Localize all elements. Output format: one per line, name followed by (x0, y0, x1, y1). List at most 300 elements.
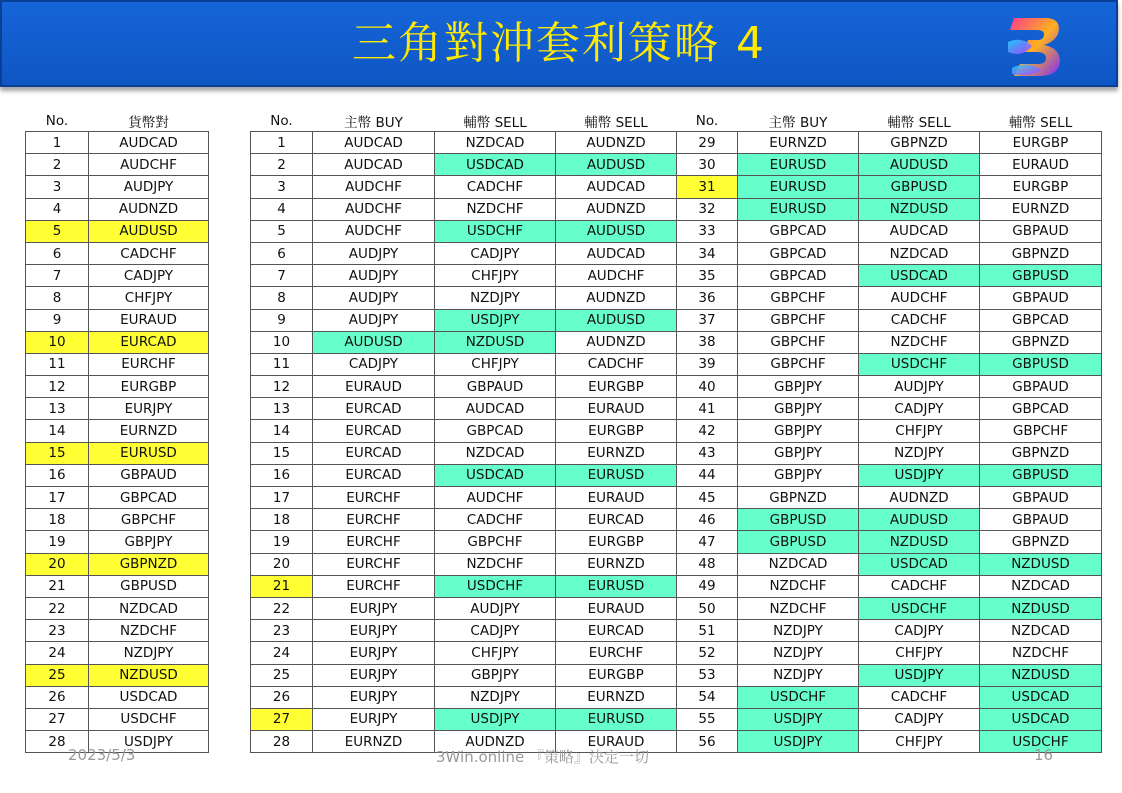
row-number-cell: 15 (251, 442, 313, 464)
row-number-cell: 42 (677, 420, 738, 442)
primary-buy-cell: EURCAD (313, 442, 435, 464)
table-row (26, 553, 209, 575)
row-number-cell: 53 (677, 664, 738, 686)
table-row (26, 176, 209, 198)
primary-buy-cell: GBPJPY (738, 376, 859, 398)
row-number-cell: 23 (251, 620, 313, 642)
primary-buy-cell: EURCHF (313, 487, 435, 509)
secondary-sell-cell: EURCHF (556, 642, 677, 664)
secondary-sell-cell: USDCAD (435, 464, 556, 486)
row-number-cell: 8 (251, 287, 313, 309)
secondary-sell-cell: EURCAD (556, 509, 677, 531)
table-row (26, 242, 209, 264)
row-number-cell: 21 (251, 575, 313, 597)
3win-logo-icon (1002, 12, 1068, 80)
row-number-cell: 43 (677, 442, 738, 464)
row-number-cell: 26 (251, 686, 313, 708)
row-number-cell: 2 (26, 154, 89, 176)
secondary-sell-cell: NZDCAD (435, 132, 556, 154)
secondary-sell-cell: CADJPY (435, 242, 556, 264)
table-row (26, 664, 209, 686)
row-number-cell: 56 (677, 731, 738, 753)
currency-pair-cell: GBPJPY (89, 531, 209, 553)
secondary-sell-cell: AUDNZD (556, 198, 677, 220)
table-row (251, 398, 1102, 420)
primary-buy-cell: EURCHF (313, 575, 435, 597)
secondary-sell-cell: NZDCAD (435, 442, 556, 464)
secondary-sell-cell: USDCAD (435, 154, 556, 176)
secondary-sell-cell: EURAUD (980, 154, 1102, 176)
title-banner (0, 0, 1118, 87)
secondary-sell-cell: NZDUSD (859, 198, 980, 220)
secondary-sell-cell: CHFJPY (859, 731, 980, 753)
row-number-cell: 25 (251, 664, 313, 686)
table-row (26, 420, 209, 442)
currency-pair-cell: EURJPY (89, 398, 209, 420)
table-row (26, 575, 209, 597)
secondary-sell-cell: GBPUSD (980, 265, 1102, 287)
secondary-sell-cell: GBPAUD (980, 287, 1102, 309)
table-row (26, 708, 209, 730)
secondary-sell-cell: CHFJPY (435, 353, 556, 375)
primary-buy-cell: AUDUSD (313, 331, 435, 353)
row-number-cell: 14 (26, 420, 89, 442)
secondary-sell-cell: GBPCAD (980, 398, 1102, 420)
secondary-sell-cell: EURGBP (980, 176, 1102, 198)
row-number-cell: 47 (677, 531, 738, 553)
primary-buy-cell: AUDCHF (313, 198, 435, 220)
secondary-sell-cell: EURUSD (556, 464, 677, 486)
secondary-sell-cell: AUDUSD (556, 309, 677, 331)
row-number-cell: 18 (26, 509, 89, 531)
row-number-cell: 6 (251, 242, 313, 264)
secondary-sell-cell: EURGBP (980, 132, 1102, 154)
row-number-cell: 50 (677, 597, 738, 619)
secondary-sell-cell: GBPNZD (980, 531, 1102, 553)
secondary-sell-cell: AUDCHF (435, 487, 556, 509)
table-row (26, 487, 209, 509)
secondary-sell-cell: AUDUSD (556, 154, 677, 176)
secondary-sell-cell: GBPUSD (980, 353, 1102, 375)
table-row (251, 642, 1102, 664)
secondary-sell-cell: EURAUD (556, 597, 677, 619)
primary-buy-cell: GBPJPY (738, 420, 859, 442)
row-number-cell: 38 (677, 331, 738, 353)
primary-buy-cell: GBPJPY (738, 464, 859, 486)
primary-buy-cell: EURCAD (313, 398, 435, 420)
table-row (251, 597, 1102, 619)
currency-pair-cell: AUDJPY (89, 176, 209, 198)
secondary-sell-cell: AUDNZD (556, 132, 677, 154)
secondary-sell-cell: USDJPY (859, 664, 980, 686)
primary-buy-cell: AUDCHF (313, 176, 435, 198)
table-header-row (26, 110, 209, 132)
currency-pair-cell: EURUSD (89, 442, 209, 464)
secondary-sell-cell: USDCHF (980, 731, 1102, 753)
secondary-sell-cell: GBPNZD (859, 132, 980, 154)
primary-buy-cell: AUDCAD (313, 132, 435, 154)
primary-buy-cell: EURJPY (313, 597, 435, 619)
secondary-sell-cell: CADJPY (859, 620, 980, 642)
row-number-cell: 3 (251, 176, 313, 198)
currency-pair-cell: GBPCAD (89, 487, 209, 509)
row-number-cell: 23 (26, 620, 89, 642)
secondary-sell-cell: NZDCHF (980, 642, 1102, 664)
table-row (251, 420, 1102, 442)
secondary-sell-cell: CADCHF (435, 509, 556, 531)
primary-buy-cell: AUDJPY (313, 242, 435, 264)
primary-buy-cell: EURNZD (313, 731, 435, 753)
secondary-sell-cell: NZDUSD (859, 531, 980, 553)
secondary-sell-cell: GBPNZD (980, 331, 1102, 353)
currency-pair-cell: AUDNZD (89, 198, 209, 220)
secondary-sell-cell: CADJPY (859, 398, 980, 420)
currency-pair-cell: NZDCHF (89, 620, 209, 642)
primary-buy-cell: NZDCHF (738, 575, 859, 597)
row-number-cell: 27 (251, 708, 313, 730)
secondary-sell-cell: GBPAUD (980, 220, 1102, 242)
primary-buy-cell: EURUSD (738, 176, 859, 198)
row-number-cell: 21 (26, 575, 89, 597)
primary-buy-cell: GBPCAD (738, 220, 859, 242)
row-number-cell: 40 (677, 376, 738, 398)
currency-pair-cell: NZDUSD (89, 664, 209, 686)
column-header: 輔幣 SELL (584, 114, 648, 131)
row-number-cell: 4 (26, 198, 89, 220)
column-header: No. (45, 112, 69, 129)
row-number-cell: 49 (677, 575, 738, 597)
row-number-cell: 28 (26, 731, 89, 753)
secondary-sell-cell: USDCHF (435, 220, 556, 242)
secondary-sell-cell: GBPUSD (980, 464, 1102, 486)
primary-buy-cell: GBPNZD (738, 487, 859, 509)
secondary-sell-cell: GBPAUD (980, 487, 1102, 509)
secondary-sell-cell: AUDJPY (435, 597, 556, 619)
footer-date: 2023/5/3 (68, 746, 136, 764)
table-row (251, 353, 1102, 375)
row-number-cell: 4 (251, 198, 313, 220)
secondary-sell-cell: EURUSD (556, 575, 677, 597)
table-row (26, 287, 209, 309)
secondary-sell-cell: EURCAD (556, 620, 677, 642)
column-header: 主幣 BUY (344, 114, 403, 131)
primary-buy-cell: AUDCAD (313, 154, 435, 176)
column-header: 主幣 BUY (768, 114, 828, 131)
secondary-sell-cell: CADCHF (859, 309, 980, 331)
secondary-sell-cell: CHFJPY (859, 642, 980, 664)
secondary-sell-cell: NZDUSD (980, 597, 1102, 619)
secondary-sell-cell: AUDNZD (556, 287, 677, 309)
table-row (26, 220, 209, 242)
table-row (251, 575, 1102, 597)
table-row (251, 154, 1102, 176)
table-row (26, 309, 209, 331)
primary-buy-cell: EURJPY (313, 642, 435, 664)
table-row (251, 487, 1102, 509)
currency-pair-cell: CADCHF (89, 242, 209, 264)
table-row (26, 642, 209, 664)
currency-pairs-table (25, 110, 209, 753)
secondary-sell-cell: CHFJPY (435, 642, 556, 664)
table-row (251, 376, 1102, 398)
primary-buy-cell: EURJPY (313, 664, 435, 686)
currency-pair-cell: USDCHF (89, 708, 209, 730)
row-number-cell: 19 (251, 531, 313, 553)
primary-buy-cell: EURJPY (313, 620, 435, 642)
table-row (26, 620, 209, 642)
table-row (26, 686, 209, 708)
currency-pair-cell: GBPNZD (89, 553, 209, 575)
row-number-cell: 13 (26, 398, 89, 420)
secondary-sell-cell: GBPAUD (980, 509, 1102, 531)
primary-buy-cell: AUDCHF (313, 220, 435, 242)
secondary-sell-cell: GBPNZD (980, 242, 1102, 264)
row-number-cell: 44 (677, 464, 738, 486)
row-number-cell: 55 (677, 708, 738, 730)
secondary-sell-cell: EURNZD (556, 686, 677, 708)
row-number-cell: 11 (26, 353, 89, 375)
row-number-cell: 24 (26, 642, 89, 664)
primary-buy-cell: GBPJPY (738, 442, 859, 464)
secondary-sell-cell: NZDUSD (980, 664, 1102, 686)
table-row (26, 265, 209, 287)
secondary-sell-cell: NZDJPY (859, 442, 980, 464)
secondary-sell-cell: NZDUSD (435, 331, 556, 353)
secondary-sell-cell: USDCAD (859, 265, 980, 287)
row-number-cell: 17 (26, 487, 89, 509)
secondary-sell-cell: CHFJPY (859, 420, 980, 442)
secondary-sell-cell: USDCHF (859, 353, 980, 375)
secondary-sell-cell: USDCAD (980, 686, 1102, 708)
primary-buy-cell: USDJPY (738, 708, 859, 730)
currency-pair-cell: NZDJPY (89, 642, 209, 664)
row-number-cell: 22 (251, 597, 313, 619)
primary-buy-cell: GBPUSD (738, 509, 859, 531)
secondary-sell-cell: CADCHF (859, 575, 980, 597)
triangular-arbitrage-table (250, 110, 1102, 753)
row-number-cell: 51 (677, 620, 738, 642)
row-number-cell: 26 (26, 686, 89, 708)
secondary-sell-cell: CHFJPY (435, 265, 556, 287)
table-row (251, 331, 1102, 353)
row-number-cell: 37 (677, 309, 738, 331)
primary-buy-cell: EURJPY (313, 708, 435, 730)
table-row (251, 553, 1102, 575)
table-row (251, 265, 1102, 287)
row-number-cell: 45 (677, 487, 738, 509)
primary-buy-cell: GBPCHF (738, 309, 859, 331)
currency-pair-cell: USDCAD (89, 686, 209, 708)
footer-center-text: 3Win.online 『策略』決定一切 (436, 748, 650, 766)
secondary-sell-cell: GBPAUD (435, 376, 556, 398)
secondary-sell-cell: AUDCAD (556, 176, 677, 198)
secondary-sell-cell: CADCHF (435, 176, 556, 198)
currency-pair-cell: EURCHF (89, 353, 209, 375)
row-number-cell: 19 (26, 531, 89, 553)
row-number-cell: 10 (251, 331, 313, 353)
table-row (26, 353, 209, 375)
currency-pair-cell: AUDUSD (89, 220, 209, 242)
secondary-sell-cell: USDJPY (435, 708, 556, 730)
row-number-cell: 5 (251, 220, 313, 242)
row-number-cell: 8 (26, 287, 89, 309)
table-row (251, 309, 1102, 331)
row-number-cell: 41 (677, 398, 738, 420)
currency-pair-cell: EURNZD (89, 420, 209, 442)
primary-buy-cell: GBPJPY (738, 398, 859, 420)
currency-pair-cell: GBPCHF (89, 509, 209, 531)
secondary-sell-cell: AUDNZD (859, 487, 980, 509)
primary-buy-cell: EURCHF (313, 553, 435, 575)
primary-buy-cell: NZDJPY (738, 620, 859, 642)
currency-pair-cell: AUDCHF (89, 154, 209, 176)
table-row (26, 398, 209, 420)
secondary-sell-cell: AUDCHF (859, 287, 980, 309)
row-number-cell: 35 (677, 265, 738, 287)
row-number-cell: 54 (677, 686, 738, 708)
row-number-cell: 12 (26, 376, 89, 398)
secondary-sell-cell: GBPCAD (980, 309, 1102, 331)
row-number-cell: 13 (251, 398, 313, 420)
footer-page-number: 16 (1034, 746, 1054, 764)
row-number-cell: 29 (677, 132, 738, 154)
secondary-sell-cell: NZDUSD (980, 553, 1102, 575)
secondary-sell-cell: USDCAD (859, 553, 980, 575)
currency-pair-cell: EURGBP (89, 376, 209, 398)
secondary-sell-cell: GBPCHF (980, 420, 1102, 442)
row-number-cell: 27 (26, 708, 89, 730)
table-row (26, 597, 209, 619)
currency-pair-cell: EURCAD (89, 331, 209, 353)
primary-buy-cell: AUDJPY (313, 309, 435, 331)
primary-buy-cell: CADJPY (313, 353, 435, 375)
row-number-cell: 17 (251, 487, 313, 509)
row-number-cell: 48 (677, 553, 738, 575)
table-row (251, 220, 1102, 242)
secondary-sell-cell: USDCHF (859, 597, 980, 619)
secondary-sell-cell: EURAUD (556, 731, 677, 753)
primary-buy-cell: NZDJPY (738, 664, 859, 686)
secondary-sell-cell: GBPNZD (980, 442, 1102, 464)
primary-buy-cell: USDCHF (738, 686, 859, 708)
table-row (251, 242, 1102, 264)
column-header: 輔幣 SELL (887, 114, 951, 131)
table-row (26, 464, 209, 486)
secondary-sell-cell: NZDJPY (435, 686, 556, 708)
row-number-cell: 16 (26, 464, 89, 486)
table-row (26, 376, 209, 398)
primary-buy-cell: GBPUSD (738, 531, 859, 553)
secondary-sell-cell: EURGBP (556, 664, 677, 686)
secondary-sell-cell: CADCHF (859, 686, 980, 708)
table-row (26, 132, 209, 154)
secondary-sell-cell: NZDJPY (435, 287, 556, 309)
row-number-cell: 31 (677, 176, 738, 198)
secondary-sell-cell: GBPCHF (435, 531, 556, 553)
primary-buy-cell: NZDCAD (738, 553, 859, 575)
table-row (251, 198, 1102, 220)
row-number-cell: 32 (677, 198, 738, 220)
primary-buy-cell: EURCAD (313, 420, 435, 442)
secondary-sell-cell: NZDCHF (435, 198, 556, 220)
secondary-sell-cell: GBPUSD (859, 176, 980, 198)
row-number-cell: 30 (677, 154, 738, 176)
table-row (251, 708, 1102, 730)
secondary-sell-cell: AUDUSD (859, 154, 980, 176)
column-header: 輔幣 SELL (463, 114, 527, 131)
secondary-sell-cell: NZDCAD (980, 575, 1102, 597)
secondary-sell-cell: CADJPY (859, 708, 980, 730)
secondary-sell-cell: NZDCAD (980, 620, 1102, 642)
primary-buy-cell: AUDJPY (313, 265, 435, 287)
primary-buy-cell: GBPCHF (738, 331, 859, 353)
table-row (251, 176, 1102, 198)
row-number-cell: 1 (251, 132, 313, 154)
row-number-cell: 3 (26, 176, 89, 198)
primary-buy-cell: EURUSD (738, 154, 859, 176)
table-row (26, 154, 209, 176)
row-number-cell: 36 (677, 287, 738, 309)
secondary-sell-cell: NZDCHF (859, 331, 980, 353)
row-number-cell: 20 (26, 553, 89, 575)
table-row (26, 331, 209, 353)
row-number-cell: 25 (26, 664, 89, 686)
table-header-row (251, 110, 1102, 132)
row-number-cell: 6 (26, 242, 89, 264)
currency-pair-cell: USDJPY (89, 731, 209, 753)
secondary-sell-cell: EURNZD (980, 198, 1102, 220)
primary-buy-cell: EURAUD (313, 376, 435, 398)
row-number-cell: 11 (251, 353, 313, 375)
primary-buy-cell: GBPCHF (738, 287, 859, 309)
currency-pair-cell: CHFJPY (89, 287, 209, 309)
table-row (251, 664, 1102, 686)
currency-pair-cell: GBPUSD (89, 575, 209, 597)
secondary-sell-cell: AUDCAD (859, 220, 980, 242)
secondary-sell-cell: AUDUSD (556, 220, 677, 242)
table-row (251, 509, 1102, 531)
row-number-cell: 34 (677, 242, 738, 264)
secondary-sell-cell: AUDNZD (435, 731, 556, 753)
row-number-cell: 2 (251, 154, 313, 176)
secondary-sell-cell: AUDJPY (859, 376, 980, 398)
row-number-cell: 9 (26, 309, 89, 331)
secondary-sell-cell: USDJPY (435, 309, 556, 331)
row-number-cell: 52 (677, 642, 738, 664)
page-title: 三角對沖套利策略 4 (352, 18, 766, 69)
row-number-cell: 7 (26, 265, 89, 287)
secondary-sell-cell: CADCHF (556, 353, 677, 375)
table-row (251, 620, 1102, 642)
secondary-sell-cell: NZDCAD (859, 242, 980, 264)
secondary-sell-cell: EURAUD (556, 487, 677, 509)
primary-buy-cell: EURCAD (313, 464, 435, 486)
row-number-cell: 12 (251, 376, 313, 398)
secondary-sell-cell: GBPCAD (435, 420, 556, 442)
secondary-sell-cell: EURNZD (556, 553, 677, 575)
row-number-cell: 28 (251, 731, 313, 753)
secondary-sell-cell: EURGBP (556, 376, 677, 398)
column-header: 輔幣 SELL (1008, 114, 1073, 131)
row-number-cell: 7 (251, 265, 313, 287)
secondary-sell-cell: USDCHF (435, 575, 556, 597)
secondary-sell-cell: CADJPY (435, 620, 556, 642)
secondary-sell-cell: EURNZD (556, 442, 677, 464)
row-number-cell: 1 (26, 132, 89, 154)
row-number-cell: 15 (26, 442, 89, 464)
primary-buy-cell: USDJPY (738, 731, 859, 753)
row-number-cell: 20 (251, 553, 313, 575)
